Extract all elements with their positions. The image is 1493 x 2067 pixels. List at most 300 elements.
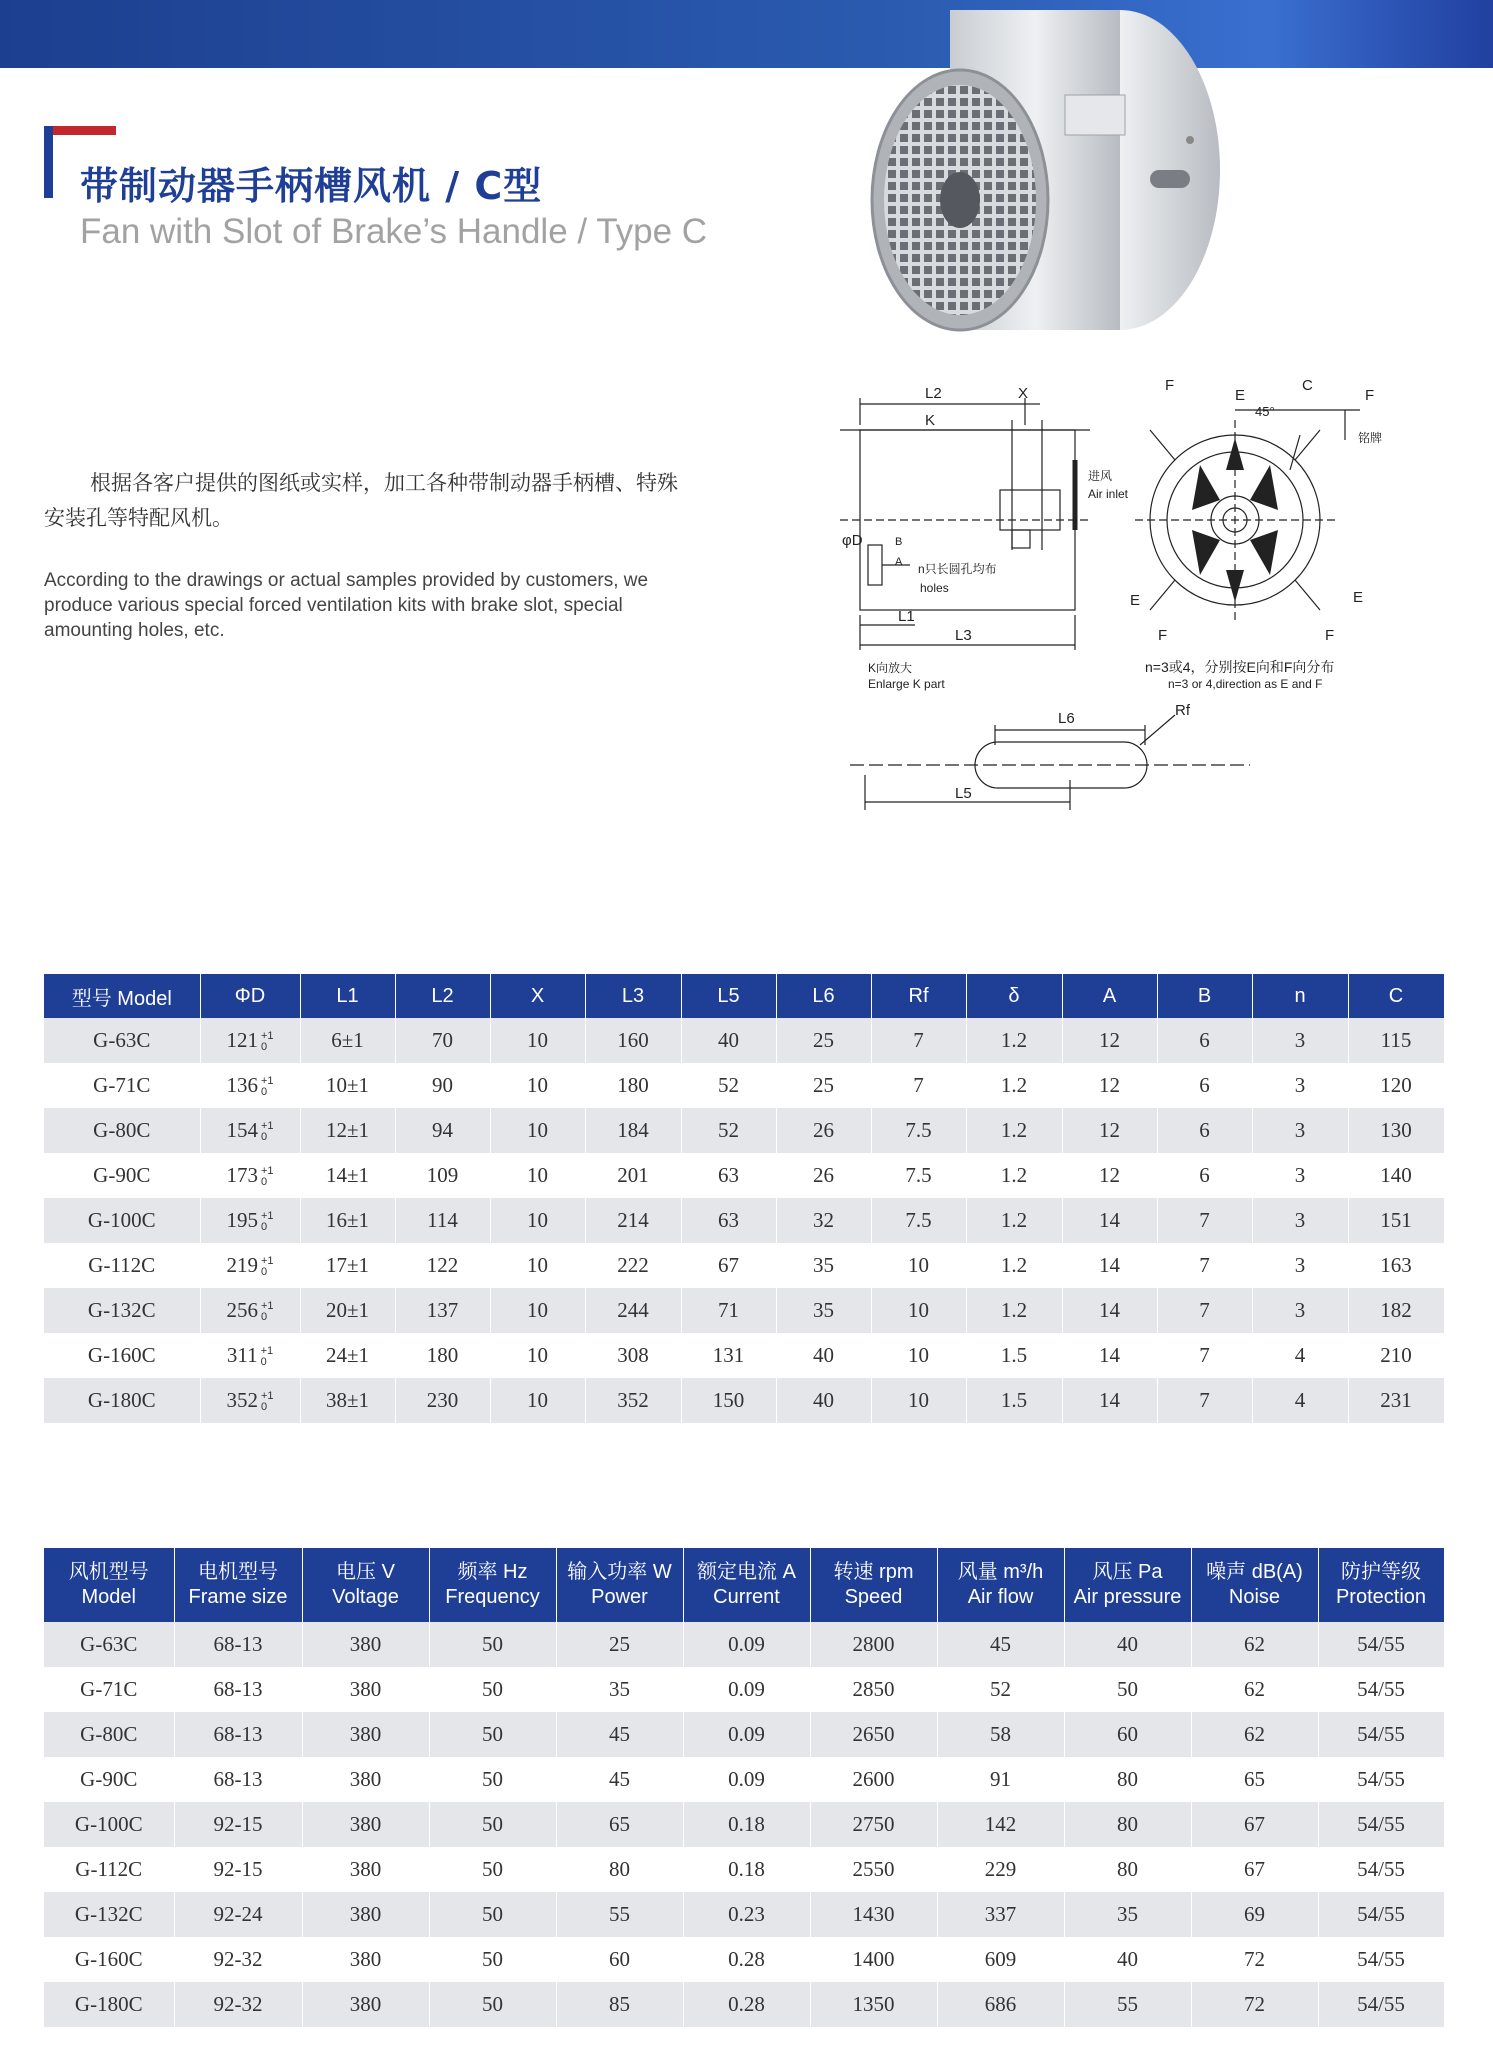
- table-cell: 91: [937, 1757, 1064, 1802]
- table-cell: 62: [1191, 1622, 1318, 1667]
- table-cell: 25: [776, 1018, 871, 1063]
- table-cell: 3: [1252, 1153, 1348, 1198]
- table-cell: 65: [1191, 1757, 1318, 1802]
- table-cell: 54/55: [1318, 1802, 1444, 1847]
- table-cell: 12: [1062, 1018, 1157, 1063]
- label-f-4: F: [1325, 627, 1335, 644]
- tolerance-lower: 0: [260, 1041, 268, 1054]
- table-cell: 2550: [810, 1847, 937, 1892]
- table-cell: 12±1: [300, 1108, 395, 1153]
- table-cell: 92-15: [174, 1847, 302, 1892]
- table-cell: 10: [490, 1063, 585, 1108]
- table-cell: 58: [937, 1712, 1064, 1757]
- table-cell: 68-13: [174, 1667, 302, 1712]
- diameter-value: 352: [226, 1387, 258, 1412]
- table-cell: 45: [937, 1622, 1064, 1667]
- col-header: L2: [395, 974, 490, 1018]
- table-row: [44, 1018, 1444, 1063]
- table-cell: 38±1: [300, 1378, 395, 1423]
- table-cell: 60: [1064, 1712, 1191, 1757]
- table-cell: 1.5: [966, 1333, 1062, 1378]
- description-en: According to the drawings or actual samples provided by customers, we produce various special forced ventilation kits with brake slot, special amounting holes, etc.: [44, 570, 649, 641]
- tolerance-upper: +1: [260, 1390, 274, 1403]
- tolerance: [261, 1121, 274, 1143]
- table-cell: 2650: [810, 1712, 937, 1757]
- table-cell: 92-24: [174, 1892, 302, 1937]
- col-header: A: [1062, 974, 1157, 1018]
- col-header-en: Current: [713, 1586, 780, 1608]
- table-cell: [200, 1243, 300, 1288]
- label-nameplate: 铭牌: [1358, 431, 1383, 445]
- table-cell: 68-13: [174, 1622, 302, 1667]
- table-cell: 7: [1157, 1333, 1252, 1378]
- col-header-en: Air flow: [967, 1586, 1034, 1608]
- label-d: φD: [842, 532, 863, 549]
- col-header: L1: [300, 974, 395, 1018]
- table-cell: [200, 1378, 300, 1423]
- table-cell: 210: [1348, 1333, 1444, 1378]
- table-cell: 92-15: [174, 1802, 302, 1847]
- table-cell: 337: [937, 1892, 1064, 1937]
- tolerance: [261, 1256, 274, 1278]
- col-header: [683, 1548, 810, 1622]
- table-cell: [200, 1018, 300, 1063]
- table-cell: 10: [871, 1378, 966, 1423]
- col-header: ΦD: [200, 974, 300, 1018]
- table-cell: 7: [871, 1018, 966, 1063]
- table-cell: 380: [302, 1847, 429, 1892]
- table-cell: 10: [871, 1243, 966, 1288]
- table-cell: 2750: [810, 1802, 937, 1847]
- col-header: X: [490, 974, 585, 1018]
- table-cell: 7.5: [871, 1153, 966, 1198]
- table-cell: 52: [681, 1108, 776, 1153]
- table-cell: 231: [1348, 1378, 1444, 1423]
- table-cell: 10: [490, 1153, 585, 1198]
- table-cell: 10: [490, 1333, 585, 1378]
- col-header: 型号 Model: [44, 974, 200, 1018]
- col-header-en: Protection: [1335, 1586, 1427, 1608]
- table-cell: 67: [1191, 1802, 1318, 1847]
- table-cell: 380: [302, 1622, 429, 1667]
- table-cell: 150: [681, 1378, 776, 1423]
- col-header-cn: 转速 rpm: [833, 1561, 914, 1583]
- table-cell: 6: [1157, 1108, 1252, 1153]
- table-cell: 45: [556, 1757, 683, 1802]
- table-cell: 67: [681, 1243, 776, 1288]
- col-header-en: Model: [81, 1586, 136, 1608]
- label-l6: L6: [1058, 710, 1075, 727]
- tolerance-upper: +1: [260, 1210, 274, 1223]
- tolerance: [261, 1031, 274, 1053]
- table-cell: 54/55: [1318, 1667, 1444, 1712]
- label-dist-en: n=3 or 4,direction as E and F: [1168, 677, 1323, 691]
- table-cell: 109: [395, 1153, 490, 1198]
- table-cell: 72: [1191, 1982, 1318, 2027]
- fan-product-image: [850, 0, 1230, 340]
- label-f-1: F: [1165, 377, 1175, 394]
- table-cell: G-63C: [44, 1018, 200, 1063]
- diameter-value: 173: [226, 1162, 258, 1187]
- table-cell: 2850: [810, 1667, 937, 1712]
- label-l1: L1: [898, 608, 915, 625]
- col-header: [1064, 1548, 1191, 1622]
- table-cell: 7: [1157, 1288, 1252, 1333]
- table-cell: 50: [429, 1982, 556, 2027]
- table-cell: 40: [1064, 1937, 1191, 1982]
- tolerance-lower: 0: [260, 1176, 268, 1189]
- label-e-1: E: [1235, 387, 1246, 404]
- col-header: [174, 1548, 302, 1622]
- table-cell: 68-13: [174, 1712, 302, 1757]
- table-cell: 0.09: [683, 1622, 810, 1667]
- table-cell: 4: [1252, 1333, 1348, 1378]
- tolerance-lower: 0: [260, 1266, 268, 1279]
- table-cell: 50: [429, 1802, 556, 1847]
- table-cell: 24±1: [300, 1333, 395, 1378]
- table-row: [44, 1982, 1444, 2027]
- table-cell: 1.2: [966, 1108, 1062, 1153]
- table-row: [44, 1333, 1444, 1378]
- table-cell: [200, 1153, 300, 1198]
- col-header-cn: 频率 Hz: [457, 1561, 528, 1583]
- table-row: [44, 1378, 1444, 1423]
- table-cell: 14: [1062, 1288, 1157, 1333]
- table-cell: 182: [1348, 1288, 1444, 1333]
- table-cell: 222: [585, 1243, 681, 1288]
- table-cell: 1.2: [966, 1198, 1062, 1243]
- table-cell: 40: [776, 1333, 871, 1378]
- table-cell: G-112C: [44, 1847, 174, 1892]
- table-cell: 0.18: [683, 1847, 810, 1892]
- table-cell: 50: [429, 1667, 556, 1712]
- table-cell: G-100C: [44, 1802, 174, 1847]
- table-row: [44, 1757, 1444, 1802]
- table-cell: 2600: [810, 1757, 937, 1802]
- table-cell: 0.28: [683, 1982, 810, 2027]
- table-cell: 142: [937, 1802, 1064, 1847]
- table-cell: 10: [871, 1333, 966, 1378]
- table-cell: 50: [429, 1937, 556, 1982]
- table-cell: 54/55: [1318, 1892, 1444, 1937]
- table-cell: 50: [1064, 1667, 1191, 1712]
- performance-table: [44, 1548, 1445, 2027]
- label-air-en: Air inlet: [1088, 487, 1129, 501]
- col-header-en: Air pressure: [1073, 1586, 1182, 1608]
- label-x: X: [1018, 385, 1029, 402]
- table-cell: G-160C: [44, 1333, 200, 1378]
- label-e-2: E: [1130, 592, 1141, 609]
- col-header-cn: 噪声 dB(A): [1206, 1561, 1303, 1583]
- table-cell: 54/55: [1318, 1622, 1444, 1667]
- table-cell: 163: [1348, 1243, 1444, 1288]
- table-cell: 7: [1157, 1243, 1252, 1288]
- label-l2: L2: [925, 385, 942, 402]
- table-cell: G-112C: [44, 1243, 200, 1288]
- label-a: A: [895, 556, 903, 568]
- technical-drawing: [800, 370, 1400, 820]
- table-cell: 1350: [810, 1982, 937, 2027]
- table-row: [44, 1847, 1444, 1892]
- table-row: [44, 1108, 1444, 1153]
- table-cell: 80: [1064, 1757, 1191, 1802]
- page-title-en: Fan with Slot of Brake’s Handle / Type C: [80, 212, 708, 251]
- table-cell: 55: [1064, 1982, 1191, 2027]
- table-row: [44, 1712, 1444, 1757]
- table-cell: G-132C: [44, 1892, 174, 1937]
- table-cell: 7.5: [871, 1198, 966, 1243]
- table-cell: 160: [585, 1018, 681, 1063]
- table-cell: 14: [1062, 1333, 1157, 1378]
- table-cell: 686: [937, 1982, 1064, 2027]
- table-cell: 1.2: [966, 1153, 1062, 1198]
- table-cell: G-180C: [44, 1982, 174, 2027]
- table-row: [44, 1892, 1444, 1937]
- table-cell: 85: [556, 1982, 683, 2027]
- label-k: K: [925, 412, 936, 429]
- label-k-part-cn: K向放大: [868, 661, 913, 675]
- description-cn: 根据各客户提供的图纸或实样，加工各种带制动器手柄槽、特殊安装孔等特配风机。: [44, 471, 678, 530]
- col-header-cn: 风压 Pa: [1092, 1561, 1163, 1583]
- table-cell: 10±1: [300, 1063, 395, 1108]
- table-cell: 609: [937, 1937, 1064, 1982]
- table-cell: 130: [1348, 1108, 1444, 1153]
- label-holes-en: holes: [920, 581, 949, 595]
- table-row: [44, 1198, 1444, 1243]
- label-dist-cn: n=3或4，分别按E向和F向分布: [1145, 659, 1335, 675]
- col-header-cn: 防护等级: [1341, 1561, 1421, 1583]
- table-cell: 10: [490, 1108, 585, 1153]
- col-header-en: Frequency: [445, 1586, 540, 1608]
- col-header: L3: [585, 974, 681, 1018]
- diameter-value: 136: [226, 1072, 258, 1097]
- table-cell: G-80C: [44, 1108, 200, 1153]
- table-cell: 0.18: [683, 1802, 810, 1847]
- col-header: δ: [966, 974, 1062, 1018]
- table-cell: 3: [1252, 1198, 1348, 1243]
- table-cell: 50: [429, 1892, 556, 1937]
- table-cell: 50: [429, 1712, 556, 1757]
- col-header: [810, 1548, 937, 1622]
- table-cell: 32: [776, 1198, 871, 1243]
- table-cell: G-100C: [44, 1198, 200, 1243]
- table-cell: 380: [302, 1937, 429, 1982]
- table-cell: 10: [490, 1018, 585, 1063]
- table-cell: 16±1: [300, 1198, 395, 1243]
- label-angle: 45°: [1255, 404, 1275, 419]
- table-cell: 52: [937, 1667, 1064, 1712]
- table-cell: 54/55: [1318, 1937, 1444, 1982]
- table-cell: [200, 1198, 300, 1243]
- table-cell: 12: [1062, 1108, 1157, 1153]
- table-cell: 1.2: [966, 1288, 1062, 1333]
- table-cell: 308: [585, 1333, 681, 1378]
- table-cell: 65: [556, 1802, 683, 1847]
- table-cell: 180: [585, 1063, 681, 1108]
- table-cell: 3: [1252, 1063, 1348, 1108]
- col-header-en: Noise: [1228, 1586, 1281, 1608]
- table-cell: 35: [776, 1288, 871, 1333]
- table-cell: 115: [1348, 1018, 1444, 1063]
- label-holes-cn: n只长圆孔均布: [918, 562, 997, 576]
- table-cell: 0.09: [683, 1712, 810, 1757]
- table-cell: 10: [490, 1243, 585, 1288]
- tolerance: [261, 1211, 274, 1233]
- table-cell: 7: [1157, 1378, 1252, 1423]
- col-header: [302, 1548, 429, 1622]
- table-cell: G-160C: [44, 1937, 174, 1982]
- table-cell: 0.09: [683, 1757, 810, 1802]
- tolerance: [261, 1166, 274, 1188]
- table-cell: 131: [681, 1333, 776, 1378]
- diameter-value: 154: [226, 1117, 258, 1142]
- table-cell: 72: [1191, 1937, 1318, 1982]
- table-cell: G-180C: [44, 1378, 200, 1423]
- col-header: [937, 1548, 1064, 1622]
- table-cell: 0.28: [683, 1937, 810, 1982]
- col-header: [44, 1548, 174, 1622]
- col-header-cn: 输入功率 W: [567, 1561, 672, 1583]
- table-cell: 0.23: [683, 1892, 810, 1937]
- table-cell: 1.5: [966, 1378, 1062, 1423]
- label-e-3: E: [1353, 589, 1364, 606]
- label-rf: Rf: [1175, 702, 1190, 719]
- table-cell: [200, 1108, 300, 1153]
- table-cell: 25: [776, 1063, 871, 1108]
- table-cell: 7: [871, 1063, 966, 1108]
- col-header: L6: [776, 974, 871, 1018]
- table-cell: 184: [585, 1108, 681, 1153]
- table-cell: 0.09: [683, 1667, 810, 1712]
- table-cell: 3: [1252, 1108, 1348, 1153]
- table-cell: 50: [429, 1847, 556, 1892]
- table-cell: 151: [1348, 1198, 1444, 1243]
- table-cell: 229: [937, 1847, 1064, 1892]
- col-header: [1318, 1548, 1444, 1622]
- table-cell: 14: [1062, 1198, 1157, 1243]
- tolerance-lower: 0: [260, 1221, 268, 1234]
- table-cell: 380: [302, 1892, 429, 1937]
- table-cell: 80: [1064, 1802, 1191, 1847]
- table-cell: 1400: [810, 1937, 937, 1982]
- table-cell: 7: [1157, 1198, 1252, 1243]
- diameter-value: 256: [226, 1297, 258, 1322]
- table-cell: 380: [302, 1757, 429, 1802]
- table-cell: G-90C: [44, 1153, 200, 1198]
- table-cell: 1430: [810, 1892, 937, 1937]
- table-cell: 114: [395, 1198, 490, 1243]
- table-cell: 10: [871, 1288, 966, 1333]
- table-row: [44, 1802, 1444, 1847]
- diameter-value: 311: [226, 1342, 258, 1367]
- table-cell: 63: [681, 1198, 776, 1243]
- table-cell: 380: [302, 1712, 429, 1757]
- table-cell: 10: [490, 1378, 585, 1423]
- table-cell: 40: [776, 1378, 871, 1423]
- label-f-3: F: [1158, 627, 1168, 644]
- table-cell: 63: [681, 1153, 776, 1198]
- table-cell: 7.5: [871, 1108, 966, 1153]
- table-cell: 45: [556, 1712, 683, 1757]
- table-cell: 52: [681, 1063, 776, 1108]
- table-cell: 70: [395, 1018, 490, 1063]
- table-cell: G-71C: [44, 1063, 200, 1108]
- table-cell: 40: [681, 1018, 776, 1063]
- table-cell: 68-13: [174, 1757, 302, 1802]
- col-header: Rf: [871, 974, 966, 1018]
- table-cell: 230: [395, 1378, 490, 1423]
- table-cell: 54/55: [1318, 1757, 1444, 1802]
- table-cell: 12: [1062, 1153, 1157, 1198]
- table-row: [44, 1622, 1444, 1667]
- table-cell: 26: [776, 1108, 871, 1153]
- table-cell: 3: [1252, 1288, 1348, 1333]
- tolerance-upper: +1: [260, 1345, 274, 1358]
- table-cell: G-80C: [44, 1712, 174, 1757]
- table-cell: 54/55: [1318, 1982, 1444, 2027]
- dimension-table-header: [44, 974, 1444, 1018]
- table-cell: 380: [302, 1667, 429, 1712]
- col-header-cn: 额定电流 A: [697, 1561, 796, 1583]
- label-l5: L5: [955, 785, 972, 802]
- diameter-value: 195: [226, 1207, 258, 1232]
- table-cell: [200, 1333, 300, 1378]
- col-header: B: [1157, 974, 1252, 1018]
- table-cell: 14: [1062, 1243, 1157, 1288]
- table-cell: 380: [302, 1982, 429, 2027]
- table-cell: 62: [1191, 1712, 1318, 1757]
- table-cell: 10: [490, 1198, 585, 1243]
- table-cell: 352: [585, 1378, 681, 1423]
- diameter-value: 219: [226, 1252, 258, 1277]
- label-f-2: F: [1365, 387, 1375, 404]
- tolerance-lower: 0: [260, 1131, 268, 1144]
- col-header-cn: 风量 m³/h: [957, 1561, 1044, 1583]
- col-header: [429, 1548, 556, 1622]
- table-cell: [200, 1288, 300, 1333]
- tolerance-upper: +1: [260, 1030, 274, 1043]
- table-row: [44, 1667, 1444, 1712]
- table-cell: 10: [490, 1288, 585, 1333]
- col-header: C: [1348, 974, 1444, 1018]
- table-cell: G-132C: [44, 1288, 200, 1333]
- table-cell: 17±1: [300, 1243, 395, 1288]
- col-header: [556, 1548, 683, 1622]
- table-cell: 90: [395, 1063, 490, 1108]
- col-header: [1191, 1548, 1318, 1622]
- table-cell: 380: [302, 1802, 429, 1847]
- label-c: C: [1302, 377, 1313, 394]
- table-cell: 14±1: [300, 1153, 395, 1198]
- performance-table-header: [44, 1548, 1444, 1622]
- table-cell: 54/55: [1318, 1712, 1444, 1757]
- table-cell: 201: [585, 1153, 681, 1198]
- tolerance-lower: 0: [260, 1086, 268, 1099]
- label-l3: L3: [955, 627, 972, 644]
- table-cell: 71: [681, 1288, 776, 1333]
- diameter-value: 121: [226, 1027, 258, 1052]
- table-cell: 2800: [810, 1622, 937, 1667]
- table-cell: 6: [1157, 1018, 1252, 1063]
- table-cell: 25: [556, 1622, 683, 1667]
- table-cell: 35: [776, 1243, 871, 1288]
- tolerance-upper: +1: [260, 1255, 274, 1268]
- table-cell: 94: [395, 1108, 490, 1153]
- table-cell: 120: [1348, 1063, 1444, 1108]
- tolerance: [261, 1076, 274, 1098]
- col-header-cn: 电压 V: [336, 1561, 395, 1583]
- table-cell: G-90C: [44, 1757, 174, 1802]
